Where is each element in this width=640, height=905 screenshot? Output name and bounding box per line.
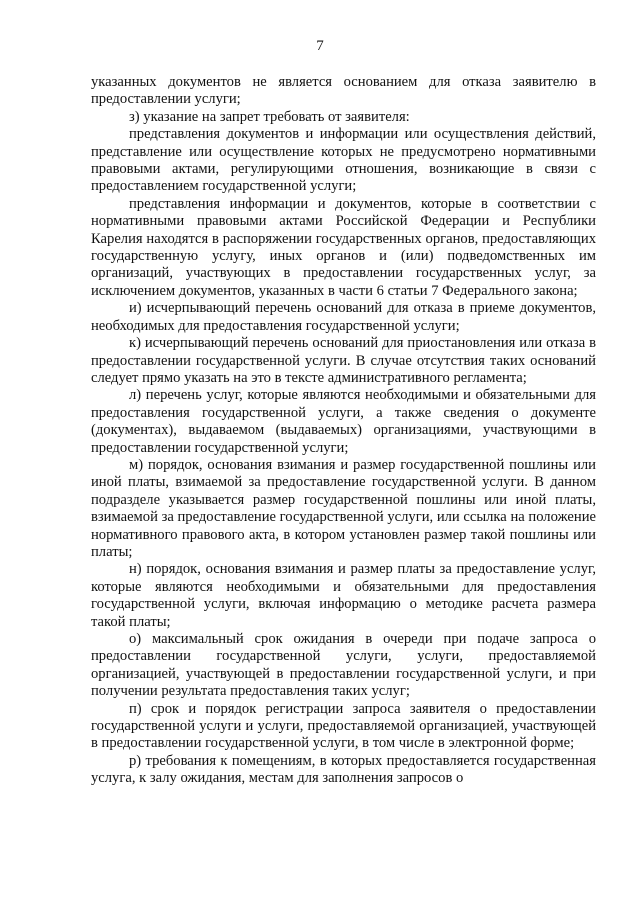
paragraph-item-k: к) исчерпывающий перечень оснований для приостановления или отказа в предоставлении государственной услуги. В случае отсутствия таких оснований следует прямо указать на это в тексте административного регламента; — [91, 335, 596, 386]
paragraph-item-m: м) порядок, основания взимания и размер государственной пошлины или иной платы, взимаемой за предоставление государственной услуги. В данном подразделе указывается размер государственной пошлины или иной платы, взимаемой за предоставление государственной услуги, или ссылка на положение нормативного правового акта, в котором установлен размер такой пошлины или платы; — [91, 456, 596, 560]
page-number: 7 — [316, 38, 324, 54]
document-body — [91, 74, 596, 788]
paragraph-item-o: о) максимальный срок ожидания в очереди при подаче запроса о предоставлении государственной услуги, услуги, предоставляемой организацией, участвующей в предоставлении государственной услуги, и при получении результата предоставления таких услуг; — [91, 631, 596, 700]
paragraph-item-p: п) срок и порядок регистрации запроса заявителя о предоставлении государственной услуги и услуги, предоставляемой организацией, участвующей в предоставлении государственной услуги, в том числе в электронной форме; — [91, 700, 596, 752]
paragraph-continuation: указанных документов не является основанием для отказа заявителю в предоставлении услуги; — [91, 74, 596, 108]
paragraph-item-z: з) указание на запрет требовать от заявителя: — [129, 108, 410, 125]
paragraph-prohibition-information: представления информации и документов, которые в соответствии с нормативными правовыми актами Российской Федерации и Республики Карелия находятся в распоряжении государственных органов, предоставляющих государственную услугу, иных органов и (или) подведомственных им организаций, участвующих в предоставлении государственных услуг, за исключением документов, указанных в части 6 статьи 7 Федерального закона; — [91, 195, 596, 299]
paragraph-item-r: р) требования к помещениям, в которых предоставляется государственная услуга, к залу ожидания, местам для заполнения запросов о — [91, 752, 596, 787]
paragraph-item-l: л) перечень услуг, которые являются необходимыми и обязательными для предоставления государственной услуги, а также сведения о документе (документах), выдаваемом (выдаваемых) организациями, участвующими в предоставлении государственной услуги; — [91, 387, 596, 456]
paragraph-prohibition-documents: представления документов и информации или осуществления действий, представление или осуществление которых не предусмотрено нормативными правовыми актами, регулирующими отношения, возникающие в связи с предоставлением государственной услуги; — [91, 126, 596, 195]
paragraph-item-i: и) исчерпывающий перечень оснований для отказа в приеме документов, необходимых для предоставления государственной услуги; — [91, 300, 596, 334]
paragraph-item-n: н) порядок, основания взимания и размер платы за предоставление услуг, которые являются необходимыми и обязательными для предоставления государственной услуги, включая информацию о методике расчета размера такой платы; — [91, 561, 596, 630]
